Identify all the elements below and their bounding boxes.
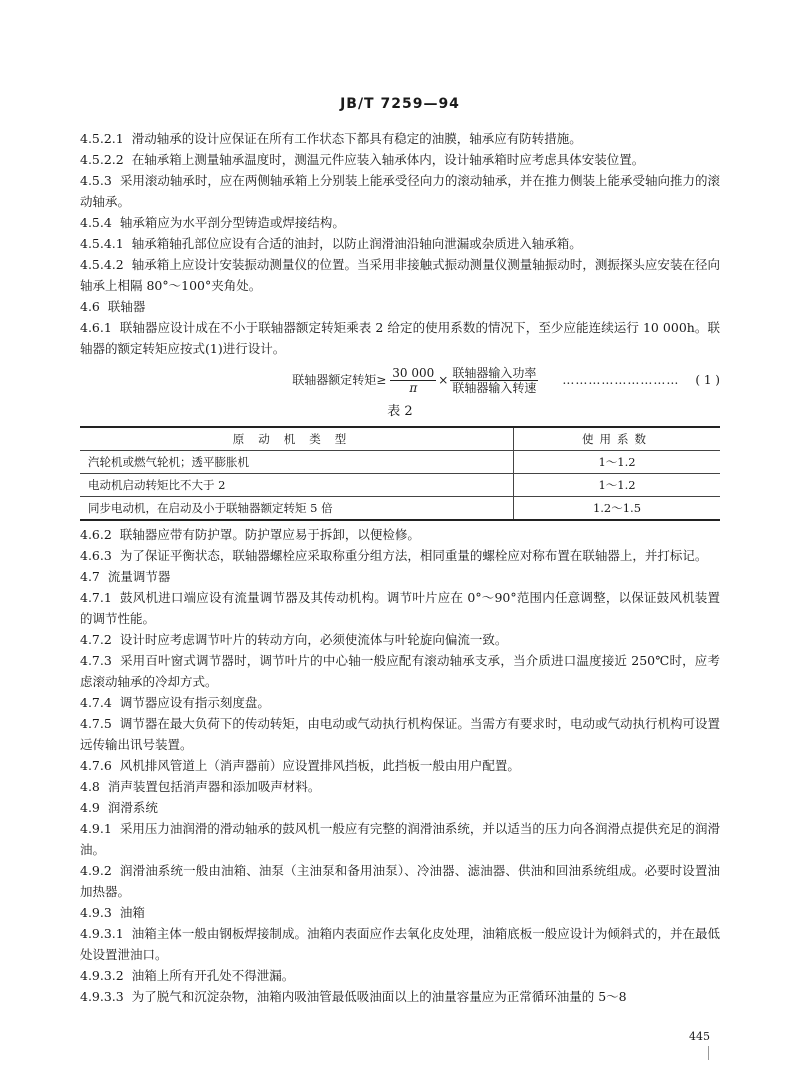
table-caption: 表 2 bbox=[387, 404, 413, 419]
paragraph bbox=[80, 776, 720, 797]
paragraph bbox=[80, 629, 720, 650]
clause-text: 联轴器应设计成在不小于联轴器额定转矩乘表 2 给定的使用系数的情况下，至少应能连续运行 10 000h。联轴器的额定转矩应按式(1)进行设计。 bbox=[80, 320, 720, 356]
paragraph bbox=[80, 317, 720, 359]
clause-number: 4.9.3.2 bbox=[80, 968, 124, 983]
clause-text: 鼓风机进口端应设有流量调节器及其传动机构。调节叶片应在 0°～90°范围内任意调整，以保证鼓风机装置的调节性能。 bbox=[80, 590, 720, 626]
paragraph bbox=[80, 986, 720, 1007]
clause-text: 油箱 bbox=[119, 905, 145, 920]
paragraph bbox=[80, 212, 720, 233]
paragraph bbox=[80, 923, 720, 965]
clause-number: 4.5.4.2 bbox=[80, 257, 124, 272]
paragraph bbox=[80, 128, 720, 149]
table-cell: 1～1.2 bbox=[514, 474, 721, 497]
paragraph bbox=[80, 545, 720, 566]
clause-text: 油箱上所有开孔处不得泄漏。 bbox=[131, 968, 295, 983]
clause-text: 油箱主体一般由钢板焊接制成。油箱内表面应作去氧化皮处理，油箱底板一般应设计为倾斜式的，并在最低处设置泄油口。 bbox=[80, 926, 720, 962]
clause-text: 风机排风管道上（消声器前）应设置排风挡板，此挡板一般由用户配置。 bbox=[119, 758, 520, 773]
paragraph bbox=[80, 818, 720, 860]
clause-number: 4.6.2 bbox=[80, 527, 112, 542]
paragraph bbox=[80, 296, 720, 317]
table-2 bbox=[80, 426, 720, 521]
paragraph bbox=[80, 755, 720, 776]
clause-number: 4.9.2 bbox=[80, 863, 112, 878]
clause-number: 4.5.4 bbox=[80, 215, 112, 230]
paragraph bbox=[80, 233, 720, 254]
paragraph bbox=[80, 902, 720, 923]
paragraph-block-a bbox=[80, 128, 720, 359]
clause-text: 设计时应考虑调节叶片的转动方向，必须使流体与叶轮旋向偏流一致。 bbox=[119, 632, 508, 647]
clause-number: 4.5.2.1 bbox=[80, 131, 124, 146]
formula-rhs-numerator: 联轴器输入功率 bbox=[452, 365, 537, 380]
clause-number: 4.7.2 bbox=[80, 632, 112, 647]
clause-text: 调节器应设有指示刻度盘。 bbox=[119, 695, 270, 710]
page-number: 445 bbox=[689, 1030, 710, 1043]
clause-number: 4.5.2.2 bbox=[80, 152, 124, 167]
paragraph bbox=[80, 587, 720, 629]
table-header-cell: 使用系数 bbox=[514, 427, 721, 451]
clause-text: 消声装置包括消声器和添加吸声材料。 bbox=[107, 779, 321, 794]
clause-number: 4.9.3.3 bbox=[80, 989, 124, 1004]
table-cell: 1～1.2 bbox=[514, 451, 721, 474]
formula-rhs-denominator: 联轴器输入转速 bbox=[452, 380, 537, 395]
paragraph bbox=[80, 524, 720, 545]
clause-text: 轴承箱轴孔部位应设有合适的油封，以防止润滑油沿轴向泄漏或杂质进入轴承箱。 bbox=[131, 236, 582, 251]
clause-text: 采用百叶窗式调节器时，调节叶片的中心轴一般应配有滚动轴承支承，当介质进口温度接近 250℃时，应考虑滚动轴承的冷却方式。 bbox=[80, 653, 720, 689]
clause-number: 4.9 bbox=[80, 800, 100, 815]
clause-text: 润滑油系统一般由油箱、油泵（主油泵和备用油泵）、冷油器、滤油器、供油和回油系统组成。必要时设置油加热器。 bbox=[80, 863, 720, 899]
clause-number: 4.8 bbox=[80, 779, 100, 794]
clause-text: 采用压力油润滑的滑动轴承的鼓风机一般应有完整的润滑油系统，并以适当的压力向各润滑点提供充足的润滑油。 bbox=[80, 821, 720, 857]
clause-text: 轴承箱应为水平剖分型铸造或焊接结构。 bbox=[119, 215, 345, 230]
formula-1 bbox=[80, 361, 720, 399]
clause-number: 4.5.3 bbox=[80, 173, 112, 188]
paragraph bbox=[80, 170, 720, 212]
clause-number: 4.6.3 bbox=[80, 548, 112, 563]
formula-number: ( 1 ) bbox=[695, 372, 720, 387]
clause-number: 4.7 bbox=[80, 569, 100, 584]
doc-header: JB/T 7259—94 bbox=[340, 96, 460, 112]
paragraph-block-b bbox=[80, 524, 720, 1007]
clause-number: 4.9.1 bbox=[80, 821, 112, 836]
clause-text: 采用滚动轴承时，应在两侧轴承箱上分别装上能承受径向力的滚动轴承，并在推力侧装上能承受轴向推力的滚动轴承。 bbox=[80, 173, 720, 209]
formula-lhs: 联轴器额定转矩≥ bbox=[292, 372, 387, 387]
page-edge-mark bbox=[708, 1046, 709, 1060]
clause-number: 4.6.1 bbox=[80, 320, 112, 335]
paragraph bbox=[80, 149, 720, 170]
clause-text: 轴承箱上应设计安装振动测量仪的位置。当采用非接触式振动测量仪测量轴振动时，测振探头应安装在径向轴承上相隔 80°～100°夹角处。 bbox=[80, 257, 720, 293]
clause-text: 调节器在最大负荷下的传动转矩，由电动或气动执行机构保证。当需方有要求时，电动或气动执行机构可设置远传输出讯号装置。 bbox=[80, 716, 720, 752]
clause-number: 4.9.3 bbox=[80, 905, 112, 920]
clause-number: 4.9.3.1 bbox=[80, 926, 124, 941]
clause-text: 润滑系统 bbox=[107, 800, 158, 815]
clause-number: 4.7.5 bbox=[80, 716, 112, 731]
table-row bbox=[80, 451, 720, 474]
paragraph bbox=[80, 692, 720, 713]
paragraph bbox=[80, 965, 720, 986]
clause-text: 联轴器应带有防护罩。防护罩应易于拆卸，以便检修。 bbox=[119, 527, 420, 542]
clause-text: 联轴器 bbox=[107, 299, 146, 314]
formula-denominator: π bbox=[409, 380, 418, 395]
paragraph bbox=[80, 713, 720, 755]
clause-text: 流量调节器 bbox=[107, 569, 171, 584]
paragraph bbox=[80, 650, 720, 692]
table-header-cell: 原动机类型 bbox=[80, 427, 514, 451]
paragraph bbox=[80, 566, 720, 587]
clause-text: 为了脱气和沉淀杂物，油箱内吸油管最低吸油面以上的油量容量应为正常循环油量的 5～8 bbox=[131, 989, 627, 1004]
clause-text: 滑动轴承的设计应保证在所有工作状态下都具有稳定的油膜，轴承应有防转措施。 bbox=[131, 131, 582, 146]
table-row bbox=[80, 497, 720, 521]
table-cell: 电动机启动转矩比不大于 2 bbox=[80, 474, 514, 497]
table-cell: 1.2～1.5 bbox=[514, 497, 721, 521]
doc-body bbox=[80, 128, 720, 1007]
formula-leader-dots: ……………………… bbox=[562, 372, 680, 387]
table-row bbox=[80, 474, 720, 497]
paragraph bbox=[80, 860, 720, 902]
paragraph bbox=[80, 254, 720, 296]
clause-number: 4.7.3 bbox=[80, 653, 112, 668]
paragraph bbox=[80, 797, 720, 818]
clause-number: 4.7.1 bbox=[80, 590, 112, 605]
clause-text: 为了保证平衡状态，联轴器螺栓应采取称重分组方法，相同重量的螺栓应对称布置在联轴器上，并打标记。 bbox=[119, 548, 708, 563]
table-cell: 同步电动机，在启动及小于联轴器额定转矩 5 倍 bbox=[80, 497, 514, 521]
table-cell: 汽轮机或燃气轮机；透平膨胀机 bbox=[80, 451, 514, 474]
clause-text: 在轴承箱上测量轴承温度时，测温元件应装入轴承体内，设计轴承箱时应考虑具体安装位置。 bbox=[131, 152, 645, 167]
clause-number: 4.7.4 bbox=[80, 695, 112, 710]
clause-number: 4.5.4.1 bbox=[80, 236, 124, 251]
formula-fraction-ratio bbox=[450, 366, 538, 395]
table-header-row bbox=[80, 427, 720, 451]
clause-number: 4.7.6 bbox=[80, 758, 112, 773]
formula-fraction-const bbox=[390, 366, 436, 395]
clause-number: 4.6 bbox=[80, 299, 100, 314]
formula-numerator: 30 000 bbox=[392, 365, 435, 380]
formula-times: × bbox=[438, 372, 449, 387]
